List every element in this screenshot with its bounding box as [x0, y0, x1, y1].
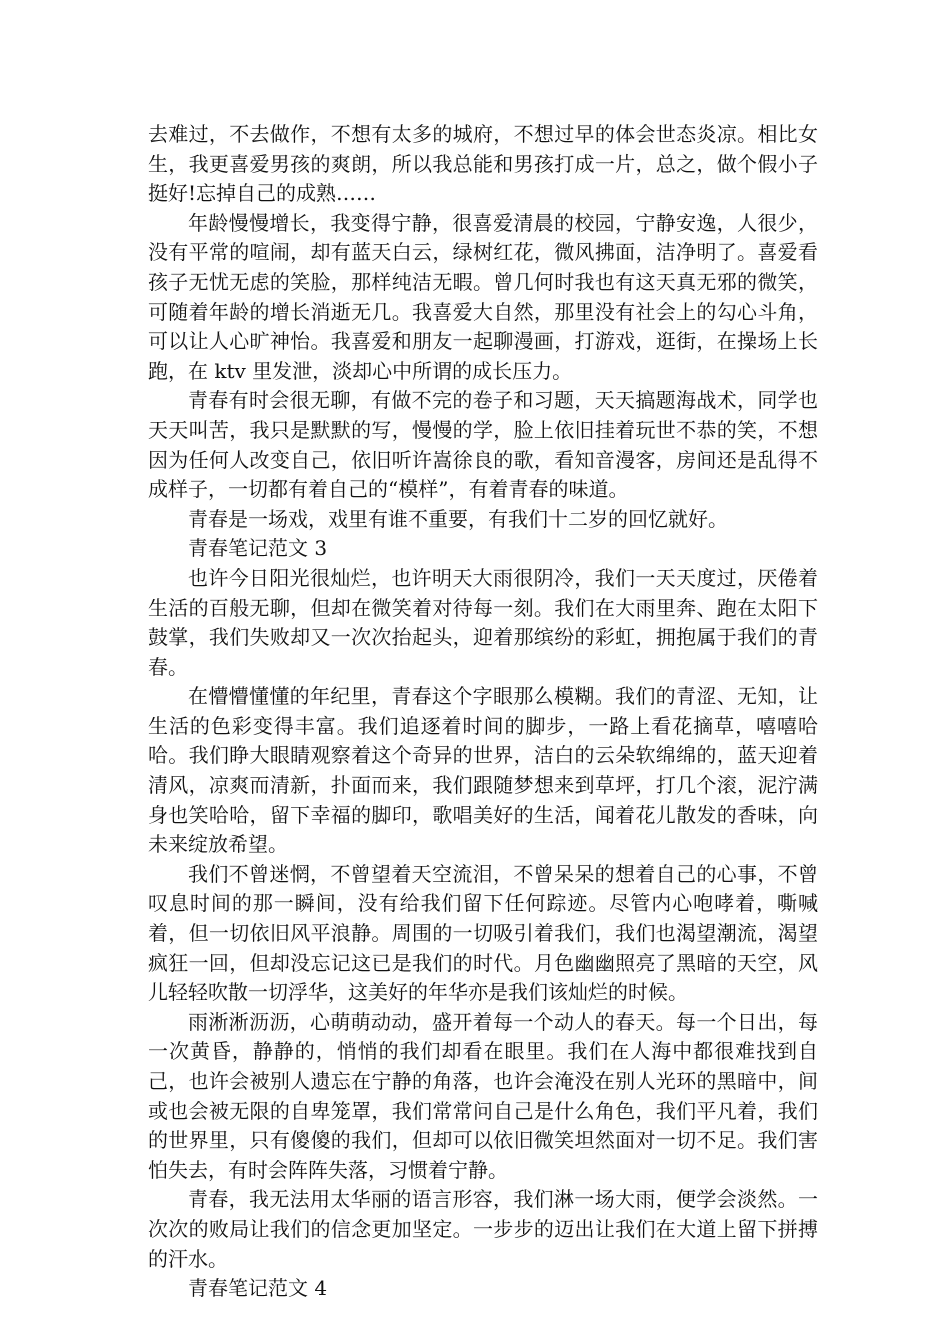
paragraph-3: 青春有时会很无聊，有做不完的卷子和习题，天天搞题海战术，同学也天天叫苦，我只是默默的写，慢慢的学，脸上依旧挂着玩世不恭的笑，不想因为任何人改变自己，依旧听许嵩徐良的歌，看知音漫客，房间还是乱得不成样子，一切都有着自己的“模样”，有着青春的味道。: [148, 388, 818, 502]
paragraph-7: 我们不曾迷惘，不曾望着天空流泪，不曾呆呆的想着自己的心事，不曾叹息时间的那一瞬间，没有给我们留下任何踪迹。尽管内心咆哮着，嘶喊着，但一切依旧风平浪静。周围的一切吸引着我们，我们也渴望潮流，渴望疯狂一回，但却没忘记这已是我们的时代。月色幽幽照亮了黑暗的天空，风儿轻轻吹散一切浮华，这美好的年华亦是我们该灿烂的时候。: [148, 861, 818, 1005]
paragraph-4: 青春是一场戏，戏里有谁不重要，有我们十二岁的回忆就好。: [188, 506, 728, 531]
paragraph-2: 年龄慢慢增长，我变得宁静，很喜爱清晨的校园，宁静安逸，人很少，没有平常的喧闹，却有蓝天白云，绿树红花，微风拂面，洁净明了。喜爱看孩子无忧无虑的笑脸，那样纯洁无暇。曾几何时我也有这天真无邪的微笑，可随着年龄的增长消逝无几。我喜爱大自然，那里没有社会上的勾心斗角，可以让人心旷神怡。我喜爱和朋友一起聊漫画，打游戏，逛街，在操场上长跑，在 ktv 里发泄，淡却心中所谓的成长压力。: [148, 210, 818, 383]
paragraph-5: 也许今日阳光很灿烂，也许明天大雨很阴冷，我们一天天度过，厌倦着生活的百般无聊，但却在微笑着对待每一刻。我们在大雨里奔、跑在太阳下鼓掌，我们失败却又一次次抬起头，迎着那缤纷的彩虹，拥抱属于我们的青春。: [148, 565, 818, 679]
paragraph-8: 雨淅淅沥沥，心萌萌动动，盛开着每一个动人的春天。每一个日出，每一次黄昏，静静的，悄悄的我们却看在眼里。我们在人海中都很难找到自己，也许会被别人遗忘在宁静的角落，也许会淹没在别人光环的黑暗中，间或也会被无限的自卑笼罩，我们常常问自己是什么角色，我们平凡着，我们的世界里，只有傻傻的我们，但却可以依旧微笑坦然面对一切不足。我们害怕失去，有时会阵阵失落，习惯着宁静。: [148, 1009, 818, 1182]
section-heading-3: 青春笔记范文 3: [188, 536, 328, 561]
section-heading-4: 青春笔记范文 4: [188, 1276, 328, 1301]
paragraph-6: 在懵懵懂懂的年纪里，青春这个字眼那么模糊。我们的青涩、无知，让生活的色彩变得丰富。我们追逐着时间的脚步，一路上看花摘草，嘻嘻哈哈。我们睁大眼睛观察着这个奇异的世界，洁白的云朵软绵绵的，蓝天迎着清风，凉爽而清新，扑面而来，我们跟随梦想来到草坪，打几个滚，泥泞满身也笑哈哈，留下幸福的脚印，歌唱美好的生活，闻着花儿散发的香味，向未来绽放希望。: [148, 684, 818, 857]
document-page: [148, 120, 818, 1304]
paragraph-9: 青春，我无法用太华丽的语言形容，我们淋一场大雨，便学会淡然。一次次的败局让我们的信念更加坚定。一步步的迈出让我们在大道上留下拼搏的汗水。: [148, 1187, 818, 1271]
paragraph-1: 去难过，不去做作，不想有太多的城府，不想过早的体会世态炎凉。相比女生，我更喜爱男孩的爽朗，所以我总能和男孩打成一片，总之，做个假小子挺好!忘掉自己的成熟……: [148, 122, 818, 206]
